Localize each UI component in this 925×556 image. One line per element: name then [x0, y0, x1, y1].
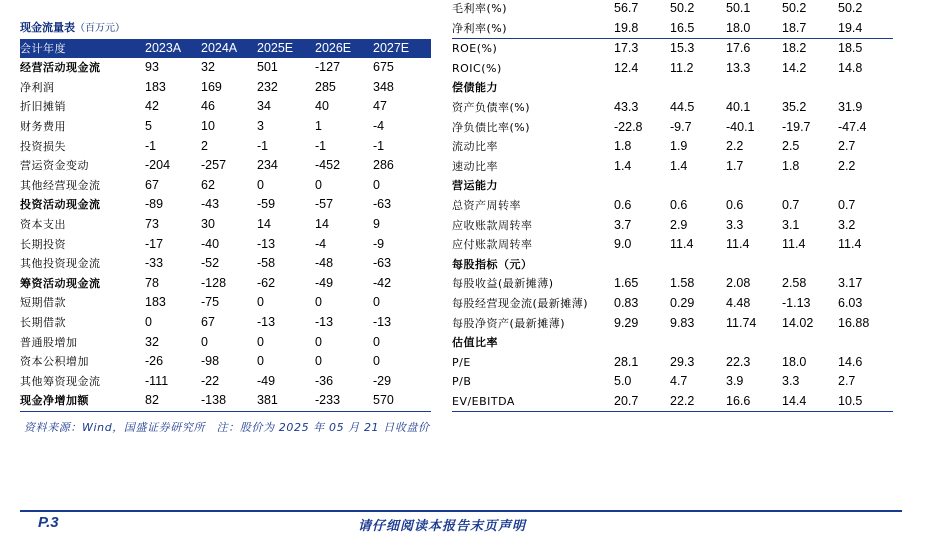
row-value: -42: [373, 275, 392, 290]
row-value: 0.6: [670, 197, 688, 212]
row-value: 17.3: [614, 39, 670, 59]
row-value: -89: [145, 197, 164, 212]
row-value: 50.1: [726, 1, 751, 15]
row-value: 12.4: [614, 60, 639, 75]
row-value: 9.0: [614, 237, 632, 252]
row-value: [614, 333, 670, 353]
header-year: 2023A: [145, 39, 201, 59]
row-value: [782, 333, 838, 353]
row-value: 50.2: [782, 1, 807, 15]
row-value: 0: [315, 177, 322, 192]
table-row: [452, 392, 893, 412]
row-value: -62: [257, 275, 276, 290]
row-value: 2.58: [782, 276, 807, 291]
row-value: 381: [257, 391, 315, 411]
row-label: 经营活动现金流: [20, 61, 101, 75]
row-value: 0: [257, 334, 264, 349]
row-value: 40: [315, 99, 329, 114]
row-value: -4: [315, 236, 327, 251]
row-value: -36: [315, 373, 334, 388]
table-row: [452, 294, 893, 314]
table-row: [20, 78, 431, 98]
row-value: [782, 78, 838, 98]
row-value: 2: [201, 138, 208, 153]
table-row: [452, 216, 893, 236]
row-value: -58: [257, 256, 276, 271]
row-value: 14.6: [838, 354, 863, 369]
row-value: [726, 78, 782, 98]
row-value: 3.3: [782, 374, 800, 389]
row-label: 长期借款: [20, 315, 66, 329]
row-value: 22.3: [726, 354, 751, 369]
row-value: 14.02: [782, 315, 814, 330]
row-label: 投资活动现金流: [20, 198, 101, 212]
row-value: 62: [201, 177, 215, 192]
table-row: [20, 391, 431, 411]
row-value: 348: [373, 79, 394, 94]
table-row: [20, 58, 431, 78]
row-label: 每股收益(最新摊薄): [452, 277, 554, 291]
row-value: 3.1: [782, 217, 800, 232]
row-value: 169: [201, 79, 222, 94]
row-value: 42: [145, 99, 159, 114]
table-row: [452, 118, 893, 138]
row-value: 29.3: [670, 354, 695, 369]
row-value: 3.2: [838, 217, 856, 232]
row-value: 11.4: [838, 237, 862, 252]
section-row: [452, 78, 893, 98]
cash-flow-table: [20, 18, 431, 412]
row-value: 18.5: [838, 39, 893, 59]
table-row: [20, 333, 431, 353]
row-value: 3.7: [614, 217, 632, 232]
row-value: -47.4: [838, 119, 867, 134]
row-label: 长期投资: [20, 237, 66, 251]
row-value: 0: [257, 177, 264, 192]
row-value: 47: [373, 99, 387, 114]
row-value: 2.2: [726, 139, 744, 154]
row-value: 234: [257, 158, 278, 173]
row-value: 1.4: [614, 158, 632, 173]
row-value: -40: [201, 236, 220, 251]
row-value: 43.3: [614, 99, 639, 114]
row-value: -13: [257, 236, 276, 251]
row-value: 1.8: [614, 139, 632, 154]
row-label: 资产负债率(%): [452, 100, 531, 114]
table-row: [20, 372, 431, 392]
row-value: 4.7: [670, 374, 688, 389]
row-value: 0.7: [782, 197, 800, 212]
row-value: 16.88: [838, 315, 870, 330]
table-unit: （百万元）: [75, 23, 125, 34]
row-value: -49: [257, 373, 276, 388]
row-label: 其他投资现金流: [20, 257, 101, 271]
row-label: P/B: [452, 375, 472, 389]
row-value: -43: [201, 197, 220, 212]
section-title: 每股指标（元）: [452, 257, 533, 271]
row-value: -1: [257, 138, 269, 153]
row-value: 14.2: [782, 60, 807, 75]
footer-disclaimer: 请仔细阅读本报告末页声明: [358, 519, 527, 534]
row-value: -9: [373, 236, 385, 251]
row-value: 0: [315, 295, 322, 310]
header-label: 会计年度: [20, 39, 145, 59]
row-value: -17: [145, 236, 164, 251]
row-value: 20.7: [614, 392, 670, 412]
row-value: 1.4: [670, 158, 688, 173]
row-value: 28.1: [614, 354, 639, 369]
row-value: 18.0: [726, 20, 751, 35]
row-value: 93: [145, 60, 159, 75]
row-value: 18.0: [782, 354, 807, 369]
row-value: 11.4: [782, 237, 806, 252]
row-value: [838, 78, 893, 98]
table-row: [20, 293, 431, 313]
row-value: 50.2: [838, 1, 863, 15]
row-label: P/E: [452, 355, 471, 369]
row-value: 11.4: [670, 237, 694, 252]
row-value: [838, 333, 893, 353]
row-label: 投资损失: [20, 139, 66, 153]
row-label: 速动比率: [452, 159, 498, 173]
row-value: 56.7: [614, 1, 639, 15]
row-value: 67: [201, 314, 215, 329]
row-value: 0: [145, 314, 152, 329]
section-row: [452, 176, 893, 196]
table-row: [20, 156, 431, 176]
row-value: 1.9: [670, 139, 688, 154]
table-row: [452, 19, 893, 39]
row-value: -452: [315, 158, 341, 173]
table-row: [452, 196, 893, 216]
table-title-text: 现金流量表: [20, 21, 75, 34]
row-value: 2.08: [726, 276, 751, 291]
row-value: -48: [315, 256, 334, 271]
table-row: [20, 235, 431, 255]
row-value: 16.6: [726, 392, 782, 412]
row-value: 18.7: [782, 20, 807, 35]
section-title: 估值比率: [452, 336, 498, 350]
table-row: [20, 176, 431, 196]
row-value: 67: [145, 177, 159, 192]
row-label: 每股净资产(最新摊薄): [452, 316, 566, 330]
row-value: 0.83: [614, 295, 639, 310]
row-label: 应付账款周转率: [452, 238, 533, 252]
row-label: 折旧摊销: [20, 100, 66, 114]
row-value: 0: [373, 354, 380, 369]
row-value: 4.48: [726, 295, 751, 310]
row-label: 营运资金变动: [20, 159, 89, 173]
row-value: -29: [373, 373, 392, 388]
row-value: 73: [145, 216, 159, 231]
page-number: P.3: [38, 514, 59, 531]
row-value: [670, 333, 726, 353]
row-value: 10.5: [838, 392, 893, 412]
row-value: -22: [201, 373, 220, 388]
row-value: 13.3: [726, 60, 751, 75]
row-value: 0.29: [670, 295, 695, 310]
row-label: 其他筹资现金流: [20, 374, 101, 388]
row-value: -1: [145, 138, 157, 153]
row-value: 34: [257, 99, 271, 114]
row-value: 1.65: [614, 276, 639, 291]
row-label: 流动比率: [452, 140, 498, 154]
row-value: -1.13: [782, 295, 811, 310]
section-row: [452, 333, 893, 353]
row-value: -52: [201, 256, 220, 271]
row-value: 82: [145, 391, 201, 411]
row-value: 2.5: [782, 139, 800, 154]
row-label: 财务费用: [20, 119, 66, 133]
row-value: 0.6: [614, 197, 632, 212]
row-value: 0.7: [838, 197, 856, 212]
table-row: [452, 372, 893, 392]
row-value: -40.1: [726, 119, 755, 134]
row-value: 3: [257, 118, 264, 133]
row-value: 11.74: [726, 315, 757, 330]
table-row: [452, 59, 893, 79]
table-row: [452, 157, 893, 177]
row-value: [782, 255, 838, 275]
row-value: 0: [257, 295, 264, 310]
row-value: 0.6: [726, 197, 744, 212]
row-value: 1.58: [670, 276, 695, 291]
row-value: -63: [373, 197, 392, 212]
row-label: ROE(%): [452, 39, 614, 59]
row-value: 0: [373, 177, 380, 192]
row-value: -111: [145, 373, 169, 388]
row-value: 1.7: [726, 158, 744, 173]
row-value: 1.8: [782, 158, 800, 173]
table-row: [452, 353, 893, 373]
row-value: 19.8: [614, 20, 639, 35]
row-value: [614, 176, 670, 196]
row-value: 0: [315, 334, 322, 349]
table-row: [452, 39, 893, 59]
row-value: 31.9: [838, 99, 863, 114]
row-value: -75: [201, 295, 220, 310]
table-header-row: [20, 39, 431, 59]
row-value: -22.8: [614, 119, 643, 134]
table-row: [452, 314, 893, 334]
section-title: 偿债能力: [452, 81, 498, 95]
row-value: 11.4: [726, 237, 750, 252]
row-value: [726, 176, 782, 196]
row-value: 50.2: [670, 1, 695, 15]
row-value: 3.17: [838, 276, 863, 291]
row-value: 3.3: [726, 217, 744, 232]
table-title-row: [20, 18, 431, 39]
row-value: 675: [373, 60, 394, 75]
row-value: 501: [257, 60, 278, 75]
table-row: [452, 274, 893, 294]
table-title: [20, 18, 431, 39]
table-row: [452, 98, 893, 118]
row-value: -13: [257, 314, 276, 329]
row-label: 应收账款周转率: [452, 218, 533, 232]
row-label: EV/EBITDA: [452, 392, 614, 412]
row-value: -59: [257, 197, 276, 212]
row-value: 0: [201, 334, 208, 349]
row-value: 183: [145, 79, 166, 94]
row-label: 其他经营现金流: [20, 178, 101, 192]
row-value: [726, 255, 782, 275]
table-row: [20, 195, 431, 215]
row-value: -128: [201, 275, 227, 290]
row-value: [614, 255, 670, 275]
row-value: 14: [315, 216, 329, 231]
header-year: 2027E: [373, 39, 431, 59]
row-value: [670, 176, 726, 196]
table-row: [20, 117, 431, 137]
row-value: 35.2: [782, 99, 807, 114]
row-value: 11.2: [670, 60, 694, 75]
row-value: 5.0: [614, 374, 632, 389]
row-value: -4: [373, 118, 385, 133]
row-value: 17.6: [726, 39, 782, 59]
row-value: 9: [373, 216, 380, 231]
row-value: [838, 255, 893, 275]
row-value: 0: [257, 354, 264, 369]
financial-ratios-table: [452, 0, 893, 412]
row-label: 普通股增加: [20, 335, 78, 349]
row-value: 6.03: [838, 295, 863, 310]
row-value: -127: [315, 60, 341, 75]
header-year: 2025E: [257, 39, 315, 59]
row-value: 9.83: [670, 315, 695, 330]
row-value: 14: [257, 216, 271, 231]
row-label: 资本公积增加: [20, 355, 89, 369]
row-value: 2.9: [670, 217, 688, 232]
row-value: 16.5: [670, 20, 695, 35]
row-value: 32: [145, 334, 159, 349]
row-value: 0: [315, 354, 322, 369]
row-value: -49: [315, 275, 334, 290]
row-value: -19.7: [782, 119, 811, 134]
table-row: [20, 97, 431, 117]
table-row: [20, 254, 431, 274]
table-row: [452, 137, 893, 157]
row-value: 0: [373, 295, 380, 310]
row-value: -13: [315, 314, 334, 329]
row-value: -204: [145, 158, 171, 173]
row-value: 1: [315, 118, 322, 133]
row-value: -257: [201, 158, 227, 173]
row-value: -233: [315, 391, 373, 411]
row-value: -13: [373, 314, 392, 329]
row-value: -33: [145, 256, 164, 271]
section-title: 营运能力: [452, 179, 498, 193]
row-value: -57: [315, 197, 334, 212]
row-value: 19.4: [838, 20, 863, 35]
row-label: 短期借款: [20, 296, 66, 310]
row-value: 5: [145, 118, 152, 133]
row-value: [782, 176, 838, 196]
row-label: 净利率(%): [452, 21, 508, 35]
row-value: 286: [373, 158, 394, 173]
row-value: 30: [201, 216, 215, 231]
row-value: 232: [257, 79, 278, 94]
row-value: 32: [201, 60, 215, 75]
row-value: -9.7: [670, 119, 692, 134]
row-value: -138: [201, 391, 257, 411]
row-value: [726, 333, 782, 353]
row-value: 285: [315, 79, 336, 94]
row-value: [838, 176, 893, 196]
table-row: [20, 352, 431, 372]
table-row: [452, 0, 893, 19]
row-value: 46: [201, 99, 215, 114]
table-row: [20, 313, 431, 333]
row-label: 毛利率(%): [452, 2, 508, 15]
row-label: 现金净增加额: [20, 391, 145, 411]
row-value: [614, 78, 670, 98]
row-value: 44.5: [670, 99, 695, 114]
row-value: 0: [373, 334, 380, 349]
section-row: [452, 255, 893, 275]
row-value: [670, 78, 726, 98]
row-label: 总资产周转率: [452, 198, 521, 212]
row-value: -1: [373, 138, 385, 153]
row-value: [670, 255, 726, 275]
row-value: 78: [145, 275, 159, 290]
row-value: 15.3: [670, 39, 726, 59]
row-value: 2.7: [838, 374, 856, 389]
table-row: [452, 235, 893, 255]
row-value: 183: [145, 295, 166, 310]
row-value: 22.2: [670, 392, 726, 412]
row-value: -98: [201, 354, 220, 369]
row-value: 9.29: [614, 315, 639, 330]
footer-divider: [20, 510, 902, 512]
table-row: [20, 215, 431, 235]
row-value: 10: [201, 118, 215, 133]
table-row: [20, 137, 431, 157]
row-label: 净利润: [20, 80, 55, 94]
row-value: 14.8: [838, 60, 863, 75]
header-year: 2026E: [315, 39, 373, 59]
row-value: 2.2: [838, 158, 856, 173]
row-value: 2.7: [838, 139, 856, 154]
row-label: 资本支出: [20, 217, 66, 231]
row-value: 14.4: [782, 392, 838, 412]
row-value: -63: [373, 256, 392, 271]
row-value: -26: [145, 354, 164, 369]
row-label: 每股经营现金流(最新摊薄): [452, 296, 589, 310]
row-value: 18.2: [782, 39, 838, 59]
row-label: ROIC(%): [452, 61, 502, 75]
row-value: 3.9: [726, 374, 744, 389]
source-note: 资料来源：Wind，国盛证券研究所 注：股价为 2025 年 05 月 21 日收盘价: [24, 421, 430, 434]
row-value: 40.1: [726, 99, 751, 114]
row-label: 筹资活动现金流: [20, 276, 101, 290]
row-label: 净负债比率(%): [452, 120, 531, 134]
row-value: -1: [315, 138, 327, 153]
header-year: 2024A: [201, 39, 257, 59]
table-row: [20, 274, 431, 294]
row-value: 570: [373, 391, 431, 411]
